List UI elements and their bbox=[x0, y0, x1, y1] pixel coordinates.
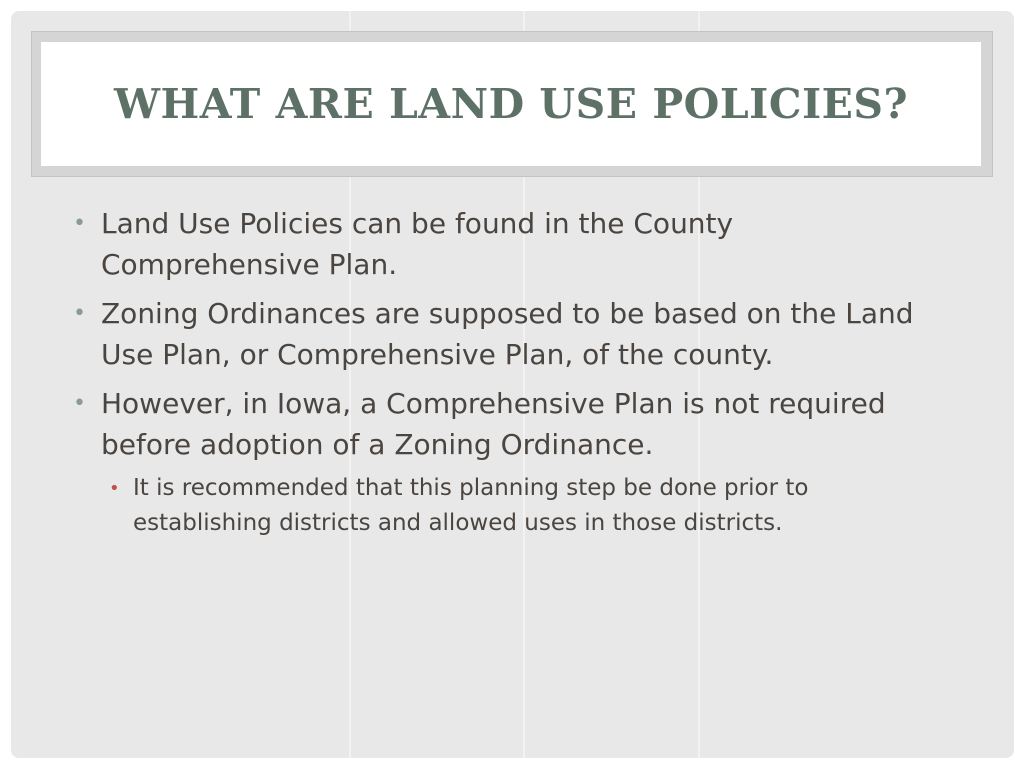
bullet-text: However, in Iowa, a Comprehensive Plan is not required before adoption of a Zoning Ordinance. bbox=[101, 387, 886, 461]
bullet-text: Land Use Policies can be found in the County Comprehensive Plan. bbox=[101, 207, 734, 281]
title-box bbox=[41, 42, 981, 166]
slide bbox=[11, 11, 1014, 758]
bullet-dot-icon: • bbox=[73, 301, 86, 326]
bullet-dot-icon: • bbox=[73, 391, 86, 416]
slide-body bbox=[73, 203, 953, 541]
bullet-item bbox=[73, 293, 953, 375]
bullet-text: Zoning Ordinances are supposed to be based on the Land Use Plan, or Comprehensive Plan, of the county. bbox=[101, 297, 914, 371]
sub-bullet-item bbox=[73, 471, 953, 541]
bullet-item bbox=[73, 383, 953, 465]
bullet-item bbox=[73, 203, 953, 285]
bullet-dot-icon: • bbox=[73, 211, 86, 236]
slide-title: WHAT ARE LAND USE POLICIES? bbox=[113, 80, 909, 128]
sub-bullet-dot-icon: • bbox=[109, 478, 120, 499]
sub-bullet-text: It is recommended that this planning step be done prior to establishing districts and allowed uses in those districts. bbox=[133, 475, 809, 536]
